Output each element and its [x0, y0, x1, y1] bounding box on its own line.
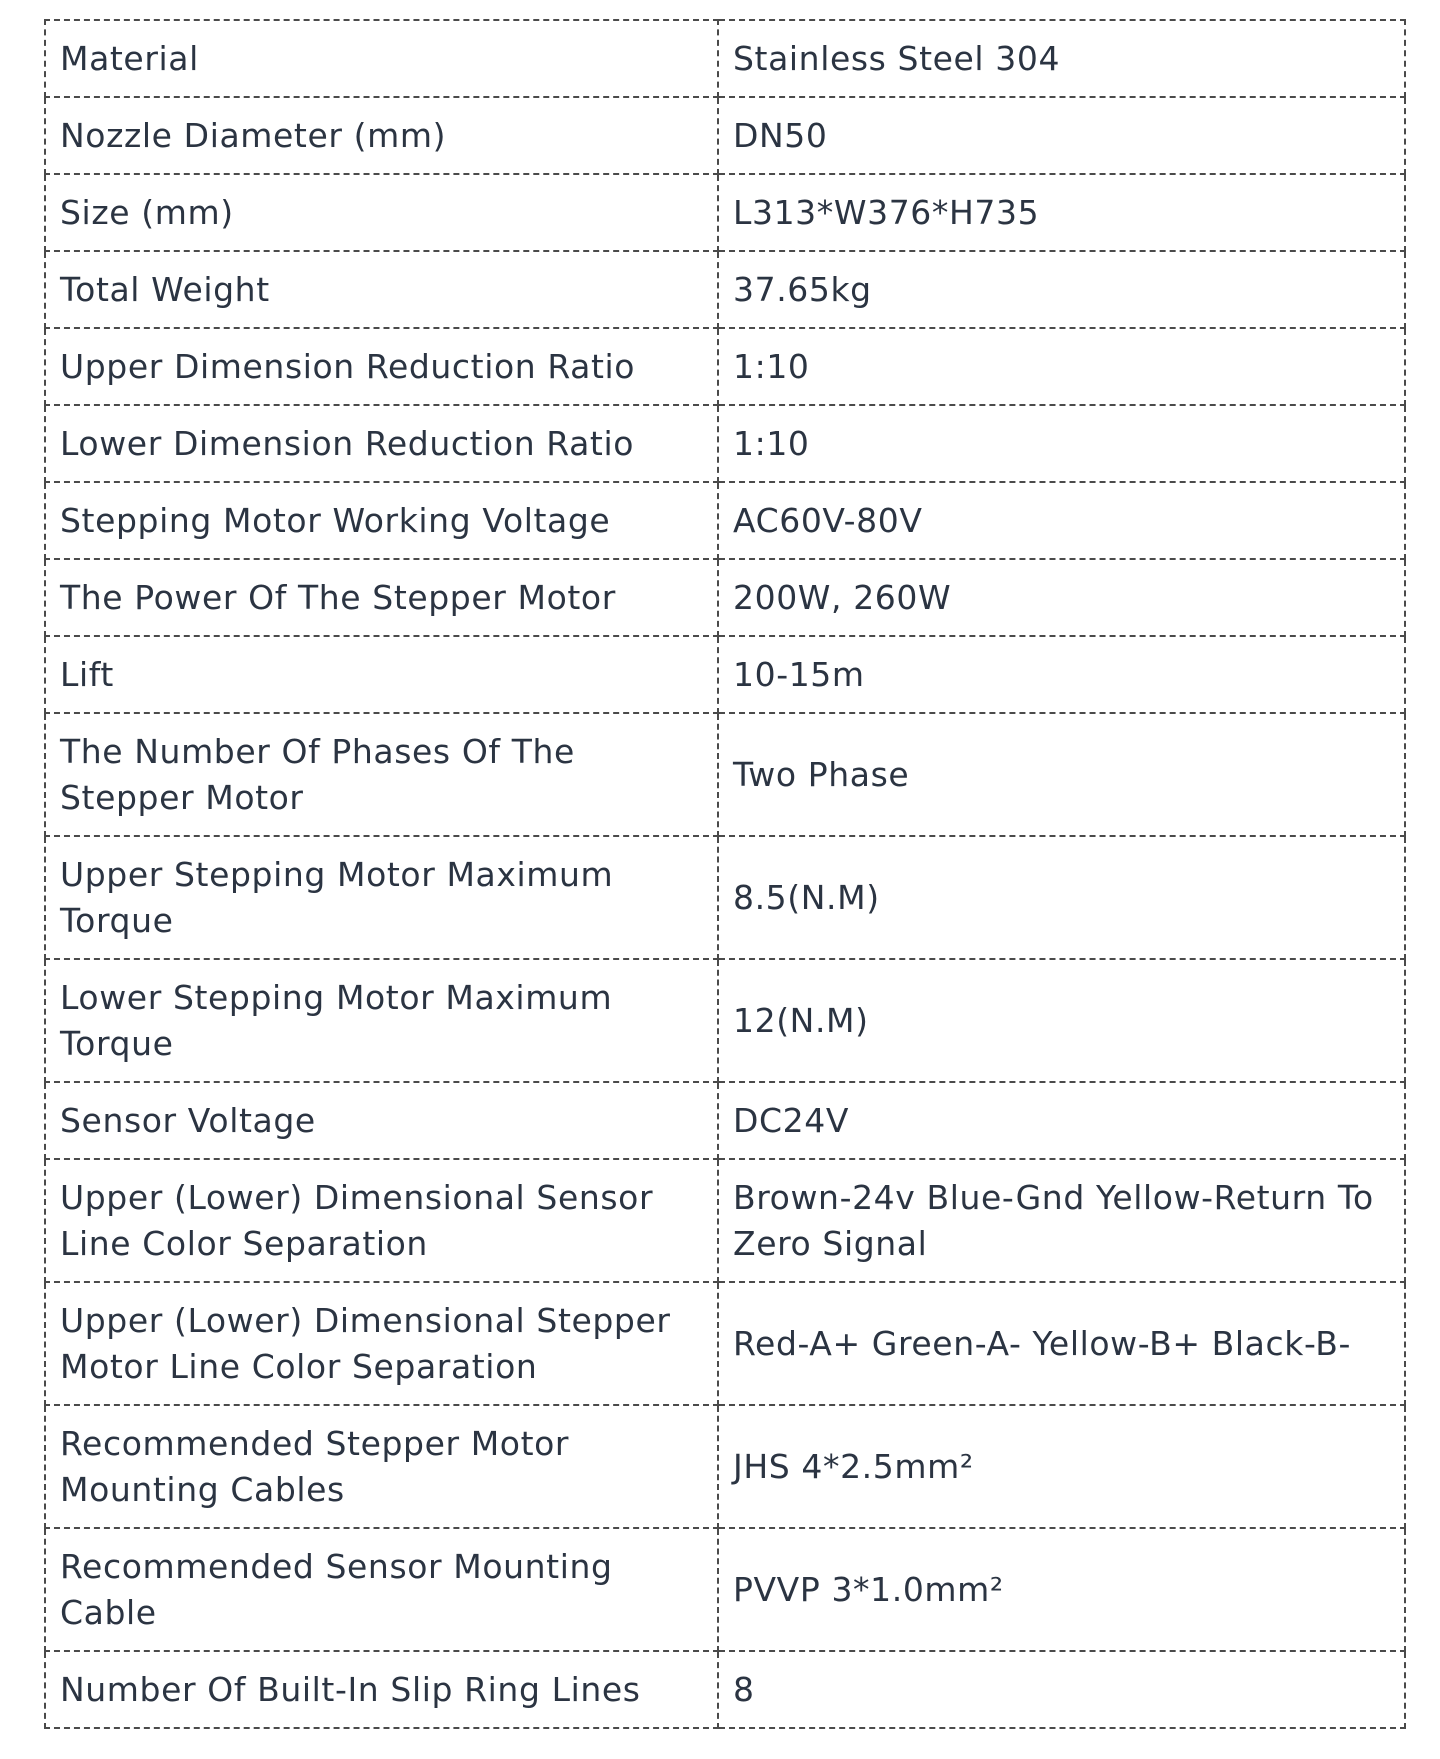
- spec-label: The Number Of Phases Of The Stepper Motor: [45, 713, 718, 836]
- table-row: [45, 20, 1405, 97]
- table-row: [45, 97, 1405, 174]
- spec-label: Lower Dimension Reduction Ratio: [45, 405, 718, 482]
- table-row: [45, 836, 1405, 959]
- table-row: [45, 959, 1405, 1082]
- spec-value: AC60V-80V: [718, 482, 1405, 559]
- table-row: [45, 405, 1405, 482]
- spec-label: Upper (Lower) Dimensional Stepper Motor Line Color Separation: [45, 1282, 718, 1405]
- spec-label: The Power Of The Stepper Motor: [45, 559, 718, 636]
- spec-label: Upper Dimension Reduction Ratio: [45, 328, 718, 405]
- spec-value: 1:10: [718, 405, 1405, 482]
- spec-label: Lower Stepping Motor Maximum Torque: [45, 959, 718, 1082]
- table-row: [45, 1159, 1405, 1282]
- table-row: [45, 559, 1405, 636]
- spec-label: Stepping Motor Working Voltage: [45, 482, 718, 559]
- spec-value: Stainless Steel 304: [718, 20, 1405, 97]
- table-row: [45, 713, 1405, 836]
- spec-value: DN50: [718, 97, 1405, 174]
- table-row: [45, 174, 1405, 251]
- table-row: [45, 1082, 1405, 1159]
- spec-label: Size (mm): [45, 174, 718, 251]
- spec-value: 12(N.M): [718, 959, 1405, 1082]
- spec-table-body: [45, 20, 1405, 1728]
- spec-value: L313*W376*H735: [718, 174, 1405, 251]
- table-row: [45, 1651, 1405, 1728]
- spec-table: [44, 19, 1406, 1729]
- spec-label: Upper Stepping Motor Maximum Torque: [45, 836, 718, 959]
- table-row: [45, 328, 1405, 405]
- table-row: [45, 251, 1405, 328]
- spec-value: Red-A+ Green-A- Yellow-B+ Black-B-: [718, 1282, 1405, 1405]
- spec-value: Brown-24v Blue-Gnd Yellow-Return To Zero Signal: [718, 1159, 1405, 1282]
- spec-value: 37.65kg: [718, 251, 1405, 328]
- spec-value: DC24V: [718, 1082, 1405, 1159]
- spec-label: Sensor Voltage: [45, 1082, 718, 1159]
- spec-label: Recommended Stepper Motor Mounting Cables: [45, 1405, 718, 1528]
- table-row: [45, 1282, 1405, 1405]
- table-row: [45, 1528, 1405, 1651]
- table-row: [45, 636, 1405, 713]
- spec-value: 8.5(N.M): [718, 836, 1405, 959]
- spec-value: 10-15m: [718, 636, 1405, 713]
- spec-value: 1:10: [718, 328, 1405, 405]
- spec-label: Material: [45, 20, 718, 97]
- spec-label: Number Of Built-In Slip Ring Lines: [45, 1651, 718, 1728]
- spec-label: Upper (Lower) Dimensional Sensor Line Color Separation: [45, 1159, 718, 1282]
- spec-label: Lift: [45, 636, 718, 713]
- spec-value: JHS 4*2.5mm²: [718, 1405, 1405, 1528]
- spec-value: 200W, 260W: [718, 559, 1405, 636]
- spec-label: Total Weight: [45, 251, 718, 328]
- spec-value: 8: [718, 1651, 1405, 1728]
- spec-value: Two Phase: [718, 713, 1405, 836]
- spec-label: Recommended Sensor Mounting Cable: [45, 1528, 718, 1651]
- table-row: [45, 1405, 1405, 1528]
- spec-value: PVVP 3*1.0mm²: [718, 1528, 1405, 1651]
- table-row: [45, 482, 1405, 559]
- spec-label: Nozzle Diameter (mm): [45, 97, 718, 174]
